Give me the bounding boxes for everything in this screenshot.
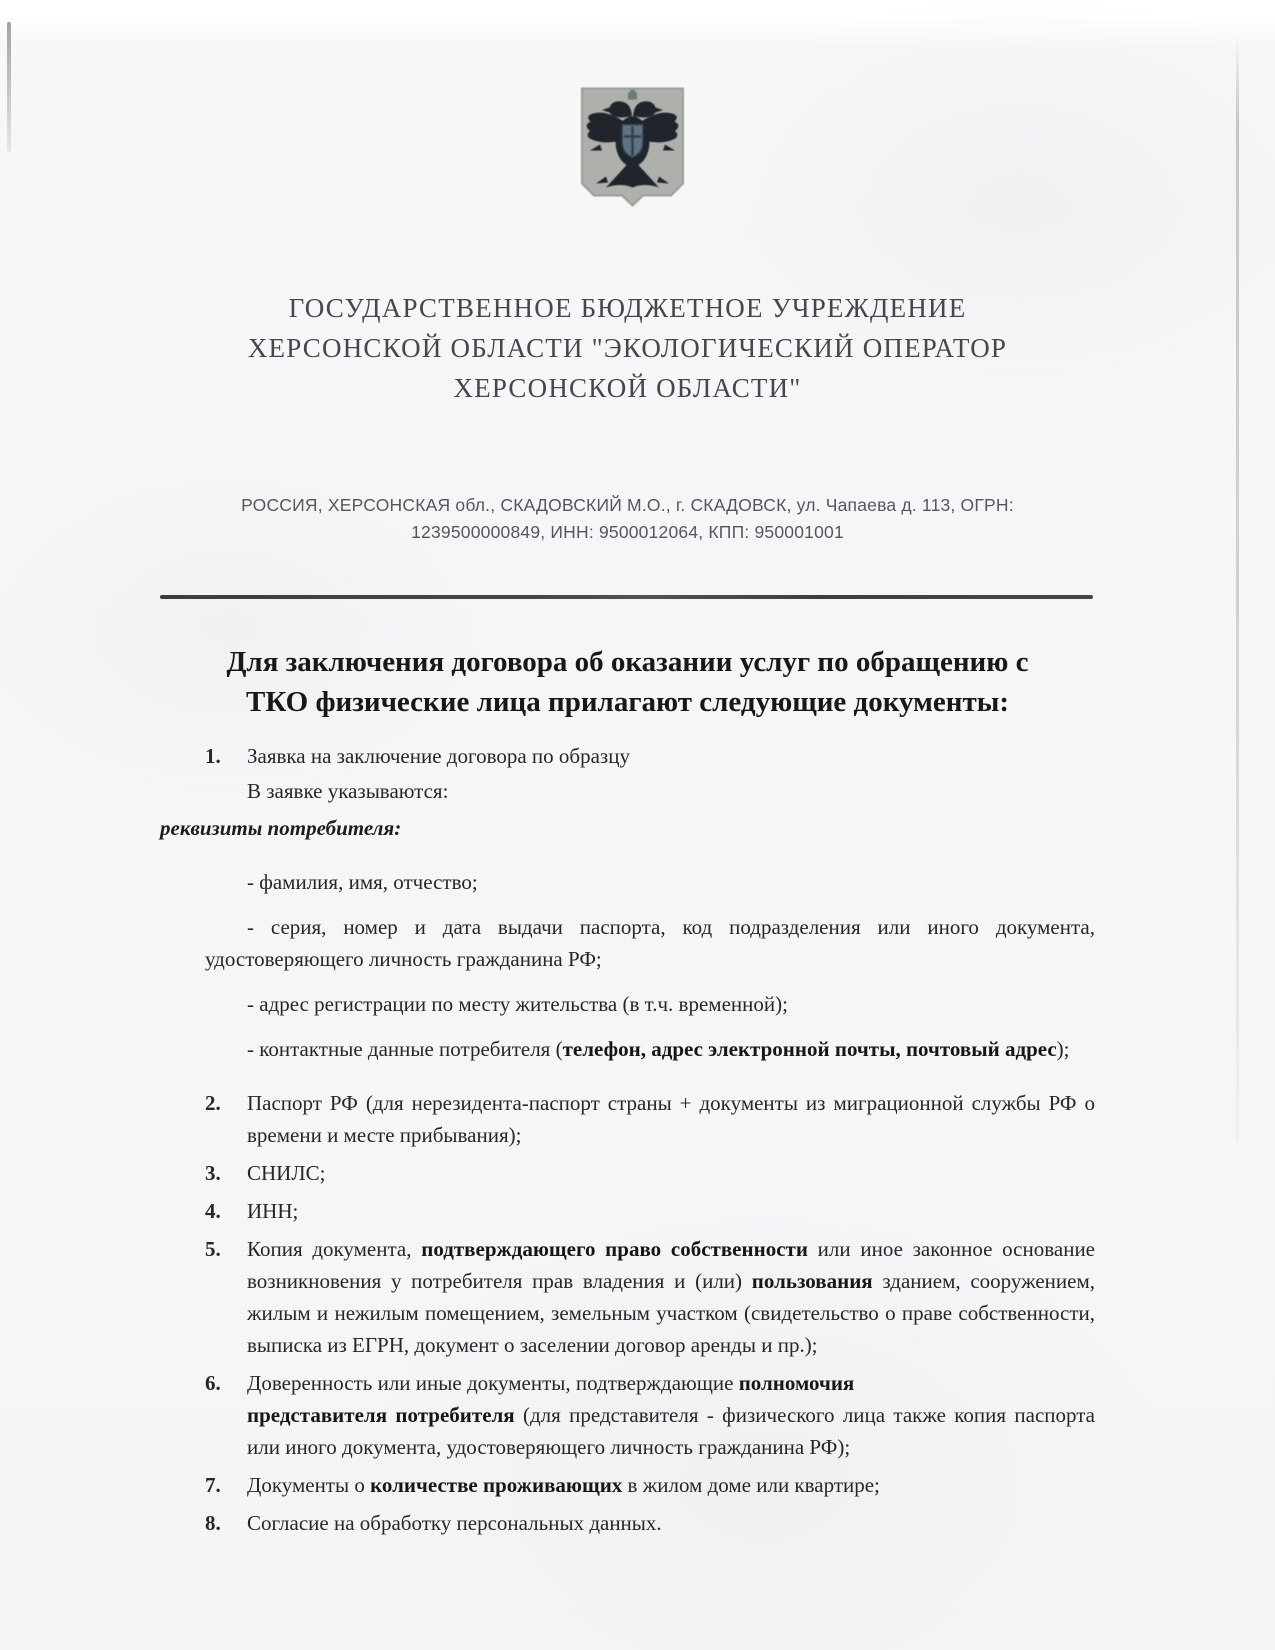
item-text: реквизиты потребителя: — [160, 816, 402, 840]
requisites-line: 1239500000849, ИНН: 9500012064, КПП: 950001001 — [411, 522, 844, 542]
document-heading — [150, 642, 1105, 722]
item-text: В заявке указываются: — [247, 779, 449, 803]
scan-artifact — [7, 22, 11, 152]
list-item — [160, 1195, 1095, 1227]
item-text: - контактные данные потребителя (телефон, адрес электронной почты, почтовый адрес); — [247, 1037, 1070, 1061]
bullet-item — [160, 911, 1095, 975]
item-number: 7. — [205, 1473, 221, 1497]
document-heading-line: Для заключения договора об оказании услуг по обращению с — [226, 646, 1029, 678]
item-text: Копия документа, подтверждающего право собственности или иное законное основание возникновения у потребителя прав владения и (или) пользования зданием, сооружением, жилым и нежилым помещением, земельным участком (свидетельство о праве собственности, выписка из ЕГРН, документ о заселении договор аренды и пр.); — [247, 1237, 1095, 1357]
item-text: Документы о количестве проживающих в жилом доме или квартире; — [247, 1473, 880, 1497]
list-item — [160, 1367, 1095, 1463]
item-number: 5. — [205, 1237, 221, 1261]
text-line — [160, 775, 1095, 807]
item-text: Заявка на заключение договора по образцу — [247, 744, 630, 768]
item-number: 4. — [205, 1199, 221, 1223]
item-number: 3. — [205, 1161, 221, 1185]
section-label — [160, 812, 1095, 844]
list-item — [160, 1507, 1095, 1539]
item-text: - серия, номер и дата выдачи паспорта, код подразделения или иного документа, удостоверяющего личность гражданина РФ; — [205, 915, 1095, 971]
item-text: ИНН; — [247, 1199, 299, 1223]
double-headed-eagle-icon — [576, 84, 689, 212]
horizontal-divider — [160, 595, 1093, 599]
organization-title-line: ХЕРСОНСКОЙ ОБЛАСТИ "ЭКОЛОГИЧЕСКИЙ ОПЕРАТОР — [247, 333, 1008, 363]
item-text: Согласие на обработку персональных данных. — [247, 1511, 662, 1535]
list-item — [160, 1233, 1095, 1361]
document-body — [160, 740, 1095, 1539]
list-item — [160, 740, 1095, 772]
item-number: 1. — [205, 744, 221, 768]
bullet-item — [160, 988, 1095, 1020]
coat-of-arms-emblem — [576, 84, 689, 212]
list-item — [160, 1157, 1095, 1189]
organization-title-line: ГОСУДАРСТВЕННОЕ БЮДЖЕТНОЕ УЧРЕЖДЕНИЕ — [288, 293, 967, 323]
scan-artifact — [1236, 36, 1239, 1141]
organization-requisites — [160, 492, 1095, 546]
item-text: Доверенность или иные документы, подтверждающие полномочия представителя потребителя (для представителя - физического лица также копия паспорта или иного документа, удостоверяющего личность гражданина РФ); — [247, 1371, 1095, 1459]
bullet-item — [160, 1033, 1095, 1065]
item-number: 6. — [205, 1371, 221, 1395]
organization-title-line: ХЕРСОНСКОЙ ОБЛАСТИ" — [453, 373, 802, 403]
item-text: - фамилия, имя, отчество; — [247, 870, 478, 894]
item-text: - адрес регистрации по месту жительства (в т.ч. временной); — [247, 992, 788, 1016]
organization-title — [150, 288, 1105, 408]
bullet-item — [160, 866, 1095, 898]
item-text: СНИЛС; — [247, 1161, 326, 1185]
requisites-line: РОССИЯ, ХЕРСОНСКАЯ обл., СКАДОВСКИЙ М.О., г. СКАДОВСК, ул. Чапаева д. 113, ОГРН: — [241, 495, 1014, 515]
item-number: 8. — [205, 1511, 221, 1535]
list-item — [160, 1087, 1095, 1151]
item-text: Паспорт РФ (для нерезидента-паспорт страны + документы из миграционной службы РФ о времени и месте прибывания); — [247, 1091, 1095, 1147]
list-item — [160, 1469, 1095, 1501]
document-heading-line: ТКО физические лица прилагают следующие документы: — [245, 686, 1010, 718]
item-number: 2. — [205, 1091, 221, 1115]
